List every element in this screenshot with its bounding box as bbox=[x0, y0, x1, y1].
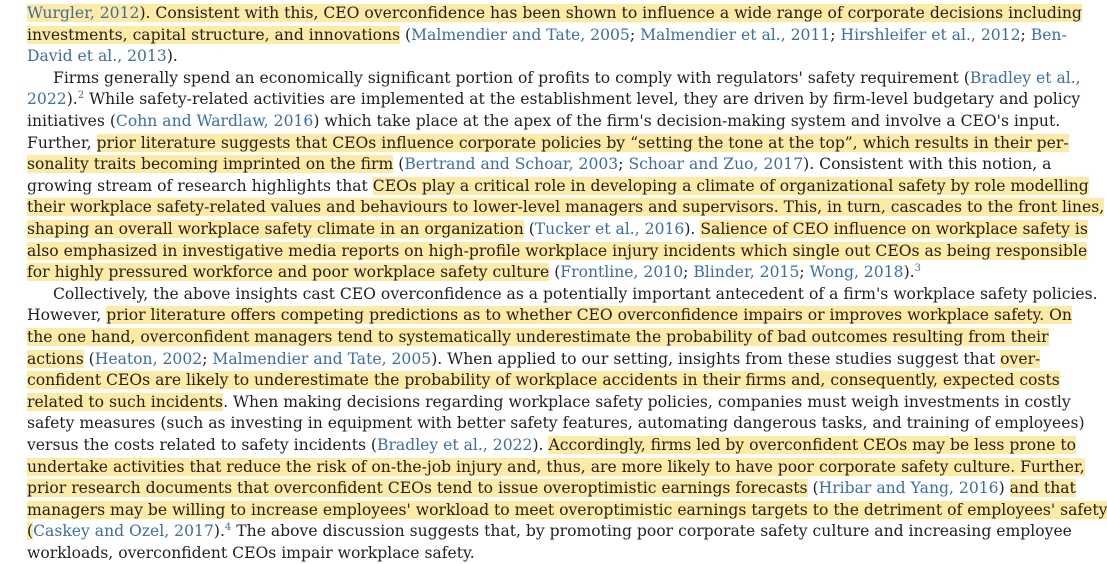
text-span: versus the costs related to safety incidents ( bbox=[27, 436, 377, 454]
text-span: safety measures (such as investing in equipment with better safety features, automating dangerous tasks, and training of employees) bbox=[27, 414, 1085, 433]
citation-link[interactable]: Malmendier et al., 2011 bbox=[640, 25, 831, 44]
text-line bbox=[53, 67, 1081, 89]
text-span: Firms generally spend an economically significant portion of profits to comply with regulators' safety requirement ( bbox=[53, 68, 970, 87]
citation-link[interactable]: Bertrand and Schoar, 2003 bbox=[404, 155, 619, 174]
citation-link[interactable]: Hribar and Yang, 2016 bbox=[818, 479, 999, 498]
footnote-marker[interactable]: 2 bbox=[77, 90, 85, 102]
text-span: growing stream of research highlights that bbox=[27, 176, 373, 195]
text-line bbox=[27, 412, 1085, 434]
text-span: ; bbox=[1020, 25, 1031, 44]
text-span: ( bbox=[523, 220, 535, 238]
text-line bbox=[27, 240, 1088, 262]
text-span: ; bbox=[799, 263, 810, 282]
highlighted-text: undertake activities that reduce the risk of on-the-job injury and, thus, are more likely to have poor corporate safety culture. Further, bbox=[27, 457, 1085, 476]
citation-link[interactable]: Cohn and Wardlaw, 2016 bbox=[115, 112, 314, 130]
highlighted-text: sonality traits becoming imprinted on the firm bbox=[27, 155, 394, 174]
citation-link[interactable]: Bradley et al., 2022 bbox=[377, 436, 533, 454]
text-span: ( bbox=[549, 263, 561, 282]
text-span: Collectively, the above insights cast CEO overconfidence as a potentially important antecedent of a firm's workplace safety policies. bbox=[53, 284, 1098, 303]
text-span: workloads, overconfident CEOs impair workplace safety. bbox=[27, 544, 475, 562]
highlighted-text: over- bbox=[1000, 349, 1041, 368]
text-span: However, bbox=[27, 306, 107, 325]
text-line bbox=[27, 261, 998, 283]
text-line bbox=[27, 391, 1071, 413]
citation-link[interactable]: Bradley et al., bbox=[969, 68, 1081, 87]
highlighted-text: ). Consistent with this, CEO overconfidence has been shown to influence a wide range of corporate decisions including bbox=[139, 4, 1082, 22]
text-line bbox=[27, 542, 998, 564]
text-span: ( bbox=[400, 25, 412, 44]
text-span: ; bbox=[830, 25, 841, 44]
text-span: initiatives ( bbox=[27, 112, 116, 130]
text-line bbox=[53, 283, 1098, 305]
citation-link[interactable]: David et al., 2013 bbox=[27, 47, 167, 66]
text-span: ; bbox=[618, 155, 629, 174]
text-span: ; bbox=[202, 349, 213, 368]
text-span: ). bbox=[903, 263, 915, 282]
citation-link[interactable]: Blinder, 2015 bbox=[693, 263, 800, 282]
highlighted-text: ( bbox=[27, 522, 34, 541]
citation-link[interactable]: Frontline, 2010 bbox=[560, 263, 684, 282]
text-line bbox=[27, 88, 1081, 110]
text-line bbox=[27, 499, 1107, 521]
text-line bbox=[27, 456, 1085, 478]
highlighted-text: investments, capital structure, and innovations bbox=[27, 25, 401, 44]
highlighted-text: Accordingly, firms led by overconfident CEOs may be less prone to bbox=[548, 436, 1077, 454]
text-span: While safety-related activities are implemented at the establishment level, they are driven by firm-level budgetary and policy bbox=[84, 90, 1081, 109]
citation-link[interactable]: Caskey and Ozel, 2017 bbox=[33, 522, 214, 541]
text-line bbox=[27, 218, 1088, 240]
text-line bbox=[27, 304, 1072, 326]
text-span: ; bbox=[683, 263, 694, 282]
text-line bbox=[27, 434, 1077, 456]
text-span: ) which take place at the apex of the firm's decision-making system and involve a CEO's input. bbox=[313, 112, 1061, 130]
text-span: ). When applied to our setting, insights from these studies suggest that bbox=[431, 349, 1001, 368]
highlighted-text: for highly pressured workforce and poor workplace safety culture bbox=[27, 263, 550, 282]
text-line bbox=[27, 520, 1072, 542]
highlighted-text: confident CEOs are likely to underestimate the probability of workplace accidents in their firms and, consequently, expected costs bbox=[27, 371, 1060, 390]
text-line bbox=[27, 477, 1076, 499]
citation-link[interactable]: Hirshleifer et al., 2012 bbox=[840, 25, 1021, 44]
highlighted-text: also emphasized in investigative media reports on high-profile workplace injury incidents which single out CEOs as being responsible bbox=[27, 241, 1088, 260]
text-span: ). bbox=[532, 436, 549, 454]
text-line bbox=[27, 110, 1061, 132]
text-line bbox=[27, 326, 1049, 348]
highlighted-text: prior literature offers competing predictions as to whether CEO overconfidence impairs or improves workplace safety. On bbox=[106, 306, 1072, 325]
text-line bbox=[27, 196, 1105, 218]
citation-link[interactable]: Malmendier and Tate, 2005 bbox=[212, 349, 432, 368]
highlighted-text: prior literature suggests that CEOs influence corporate policies by “setting the tone at the top”, which results in their per- bbox=[96, 133, 1069, 152]
text-span: Further, bbox=[27, 133, 97, 152]
highlighted-text: shaping an overall workplace safety climate in an organization bbox=[27, 220, 524, 238]
highlighted-text: CEOs play a critical role in developing a climate of organizational safety by role modelling bbox=[372, 176, 1089, 195]
highlighted-text: their workplace safety-related values and behaviours to lower-level managers and supervisors. This, in turn, cascades to the front lines, bbox=[27, 198, 1105, 217]
text-line bbox=[27, 348, 1041, 370]
text-span: ( bbox=[393, 155, 405, 174]
text-line bbox=[27, 153, 1052, 175]
text-span: The above discussion suggests that, by promoting poor corporate safety culture and increasing employee bbox=[231, 522, 1072, 541]
footnote-marker[interactable]: 3 bbox=[914, 263, 921, 275]
citation-link[interactable]: Tucker et al., 2016 bbox=[534, 220, 685, 238]
highlighted-text: the one hand, overconfident managers tend to systematically underestimate the probability of bad outcomes resulting from their bbox=[27, 328, 1049, 346]
text-span: ). Consistent with this notion, a bbox=[803, 155, 1052, 174]
text-span: ). bbox=[684, 220, 701, 238]
highlighted-text: actions bbox=[27, 349, 84, 368]
text-line bbox=[27, 24, 1067, 46]
text-line bbox=[27, 2, 1082, 24]
highlighted-text: Salience of CEO influence on workplace safety is bbox=[700, 220, 1088, 238]
text-span: ( bbox=[807, 479, 819, 498]
text-span: ). bbox=[166, 47, 178, 66]
text-span: . When making decisions regarding workplace safety policies, companies must weigh investments in costly bbox=[223, 392, 1071, 411]
text-line bbox=[27, 175, 1089, 197]
text-span: ). bbox=[66, 90, 78, 109]
citation-link[interactable]: Malmendier and Tate, 2005 bbox=[411, 25, 630, 44]
highlighted-text: managers may be willing to increase employees' workload to meet overoptimistic earnings targets to the detriment of employees' safety bbox=[27, 500, 1107, 519]
citation-link[interactable]: Schoar and Zuo, 2017 bbox=[628, 155, 804, 174]
text-span: ; bbox=[629, 25, 641, 44]
text-line bbox=[27, 45, 998, 67]
citation-link[interactable]: 2022 bbox=[27, 90, 67, 109]
footnote-marker[interactable]: 4 bbox=[224, 522, 232, 534]
highlighted-text: related to such incidents bbox=[27, 392, 224, 411]
text-line bbox=[27, 369, 1060, 391]
text-span: ). bbox=[213, 522, 225, 541]
text-span: ( bbox=[83, 349, 95, 368]
text-span: ) bbox=[998, 479, 1010, 498]
citation-link[interactable]: Heaton, 2002 bbox=[94, 349, 203, 368]
highlighted-text: and that bbox=[1009, 479, 1076, 498]
text-line bbox=[27, 132, 1069, 154]
citation-link[interactable]: Ben- bbox=[1030, 25, 1067, 44]
citation-link[interactable]: Wong, 2018 bbox=[809, 263, 904, 282]
highlighted-text: prior research documents that overconfident CEOs tend to issue overoptimistic earnings forecasts bbox=[27, 479, 808, 498]
citation-link[interactable]: Wurgler, 2012 bbox=[27, 4, 140, 22]
